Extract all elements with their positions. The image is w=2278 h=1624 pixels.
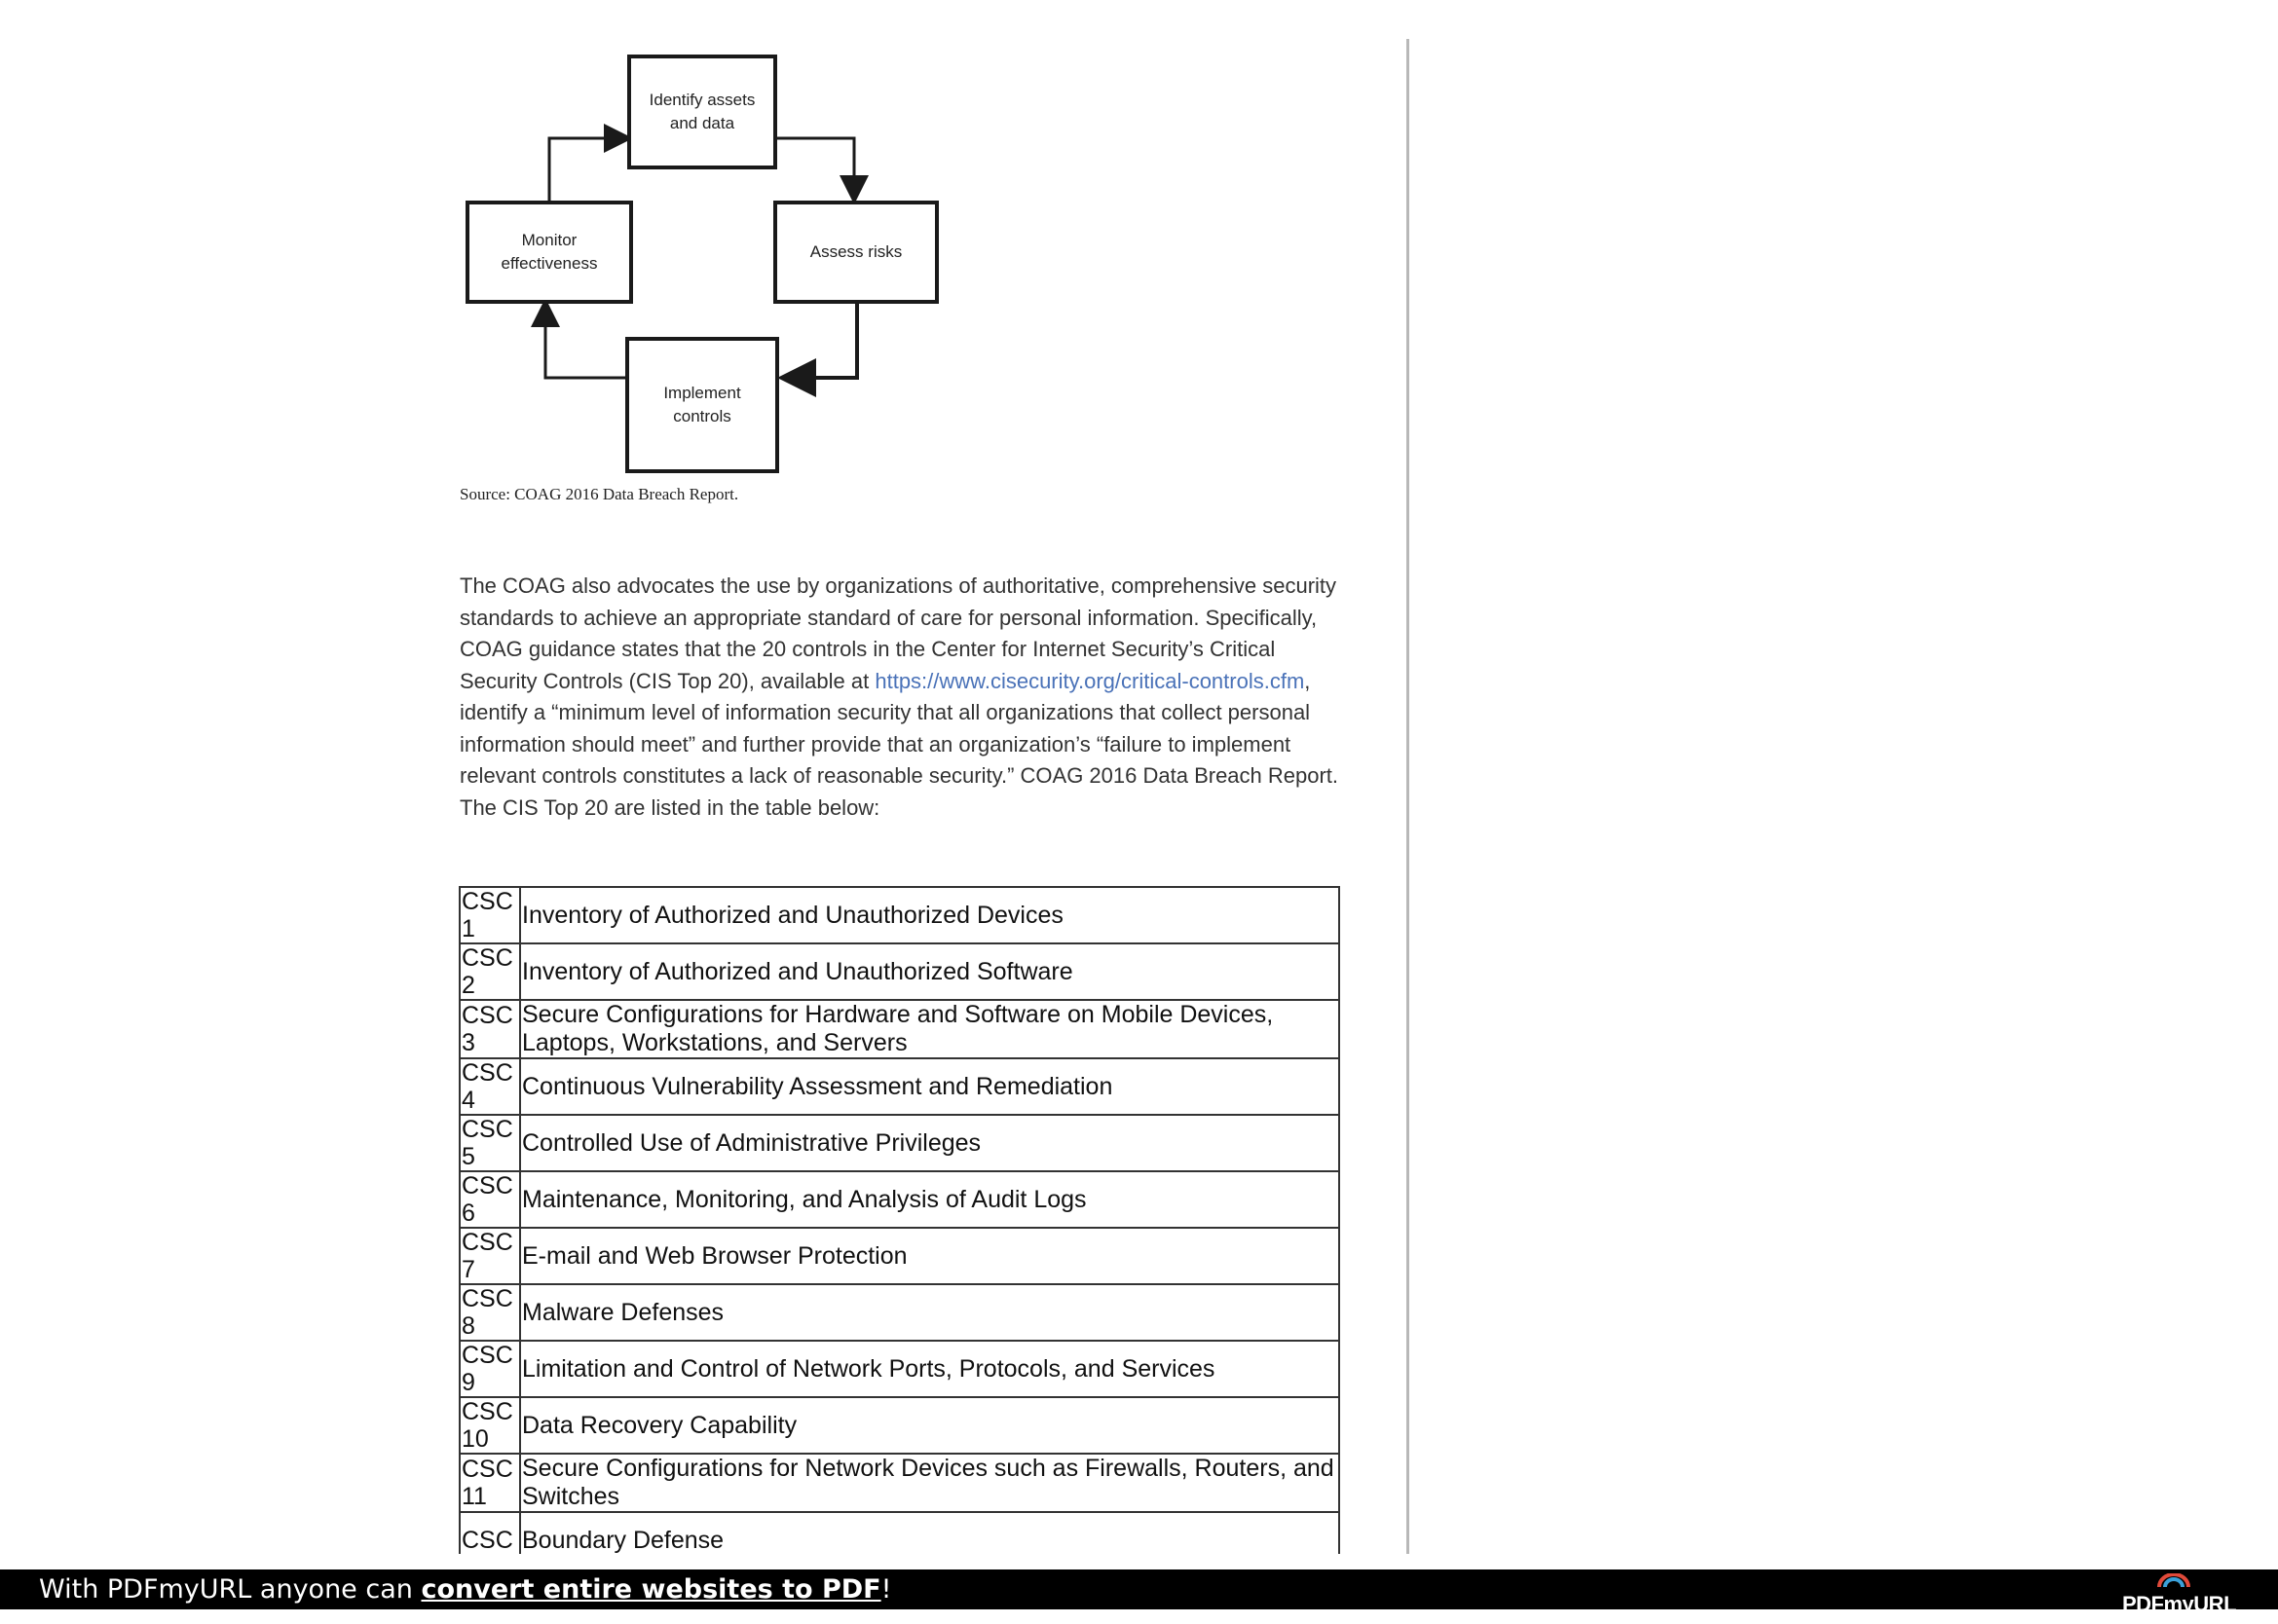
pdfmyurl-footer-bar: [0, 1569, 2278, 1616]
table-row: [460, 1284, 1339, 1341]
control-name: Inventory of Authorized and Unauthorized Devices: [520, 887, 1339, 943]
body-paragraph: [460, 571, 1348, 824]
control-code: CSC 1: [460, 887, 520, 943]
control-name: Secure Configurations for Network Devices such as Firewalls, Routers, and Switches: [520, 1454, 1339, 1512]
control-name: Boundary Defense: [520, 1512, 1339, 1554]
control-code: CSC 2: [460, 943, 520, 1000]
control-code: CSC 8: [460, 1284, 520, 1341]
control-name: Data Recovery Capability: [520, 1397, 1339, 1454]
diagram-box-assess: Assess risks: [773, 201, 939, 304]
diagram-box-implement: Implement controls: [625, 337, 779, 473]
control-name: Maintenance, Monitoring, and Analysis of Audit Logs: [520, 1171, 1339, 1228]
table-row: [460, 1115, 1339, 1171]
control-code: CSC 9: [460, 1341, 520, 1397]
diagram-caption: Source: COAG 2016 Data Breach Report.: [460, 485, 739, 503]
arrow-monitor-to-identify: [549, 138, 627, 201]
footer-message: [39, 1569, 891, 1609]
table-row: [460, 1341, 1339, 1397]
control-name: Controlled Use of Administrative Privileges: [520, 1115, 1339, 1171]
cis-top20-table: [459, 886, 1340, 1554]
table-row: [460, 1454, 1339, 1512]
control-name: E-mail and Web Browser Protection: [520, 1228, 1339, 1284]
control-name: Inventory of Authorized and Unauthorized Software: [520, 943, 1339, 1000]
arrow-identify-to-assess: [775, 138, 854, 199]
control-name: Secure Configurations for Hardware and Software on Mobile Devices, Laptops, Workstations, and Servers: [520, 1000, 1339, 1058]
table-row: [460, 1228, 1339, 1284]
control-code: CSC 5: [460, 1115, 520, 1171]
control-code: CSC 10: [460, 1397, 520, 1454]
control-name: Limitation and Control of Network Ports, Protocols, and Services: [520, 1341, 1339, 1397]
control-code: CSC 6: [460, 1171, 520, 1228]
cis-controls-link[interactable]: https://www.cisecurity.org/critical-controls.cfm: [875, 668, 1305, 693]
table-row: [460, 1171, 1339, 1228]
control-code: CSC 4: [460, 1058, 520, 1115]
paragraph-text-before-link: The COAG also advocates the use by organizations of authoritative, comprehensive security standards to achieve an appropriate standard of care for personal information. Specifically, COAG guidance states that the 20 controls in the Center for Internet Security’s Critical Security Controls (CIS Top 20), available at: [460, 573, 1337, 693]
convert-websites-link[interactable]: convert entire websites to PDF: [421, 1574, 881, 1605]
control-code: CSC: [460, 1512, 520, 1554]
table-row: [460, 1058, 1339, 1115]
table-row: [460, 1512, 1339, 1554]
diagram-box-identify: Identify assets and data: [627, 55, 777, 169]
pdfmyurl-logo[interactable]: [2122, 1573, 2239, 1616]
table-row: [460, 1397, 1339, 1454]
table-row: [460, 943, 1339, 1000]
footer-prefix: With PDFmyURL anyone can: [39, 1574, 422, 1605]
control-code: CSC 3: [460, 1000, 520, 1058]
table-row: [460, 1000, 1339, 1058]
arrow-assess-to-implement: [785, 302, 857, 378]
control-code: CSC 7: [460, 1228, 520, 1284]
control-name: Malware Defenses: [520, 1284, 1339, 1341]
pdfmyurl-logo-text: PDFmyURL: [2122, 1592, 2237, 1616]
diagram-box-monitor: Monitor effectiveness: [466, 201, 633, 304]
control-code: CSC 11: [460, 1454, 520, 1512]
process-diagram: [460, 51, 947, 479]
table-row: [460, 887, 1339, 943]
arrow-implement-to-monitor: [545, 304, 627, 378]
paragraph-text-after-link: , identify a “minimum level of information security that all organizations that collect personal information should meet” and further provide that an organization’s “failure to implement relevant controls constitutes a lack of reasonable security.” COAG 2016 Data Breach Report. The CIS Top 20 are listed in the table below:: [460, 668, 1339, 820]
control-name: Continuous Vulnerability Assessment and Remediation: [520, 1058, 1339, 1115]
footer-suffix: !: [880, 1574, 892, 1605]
page-divider: [1406, 39, 1409, 1554]
